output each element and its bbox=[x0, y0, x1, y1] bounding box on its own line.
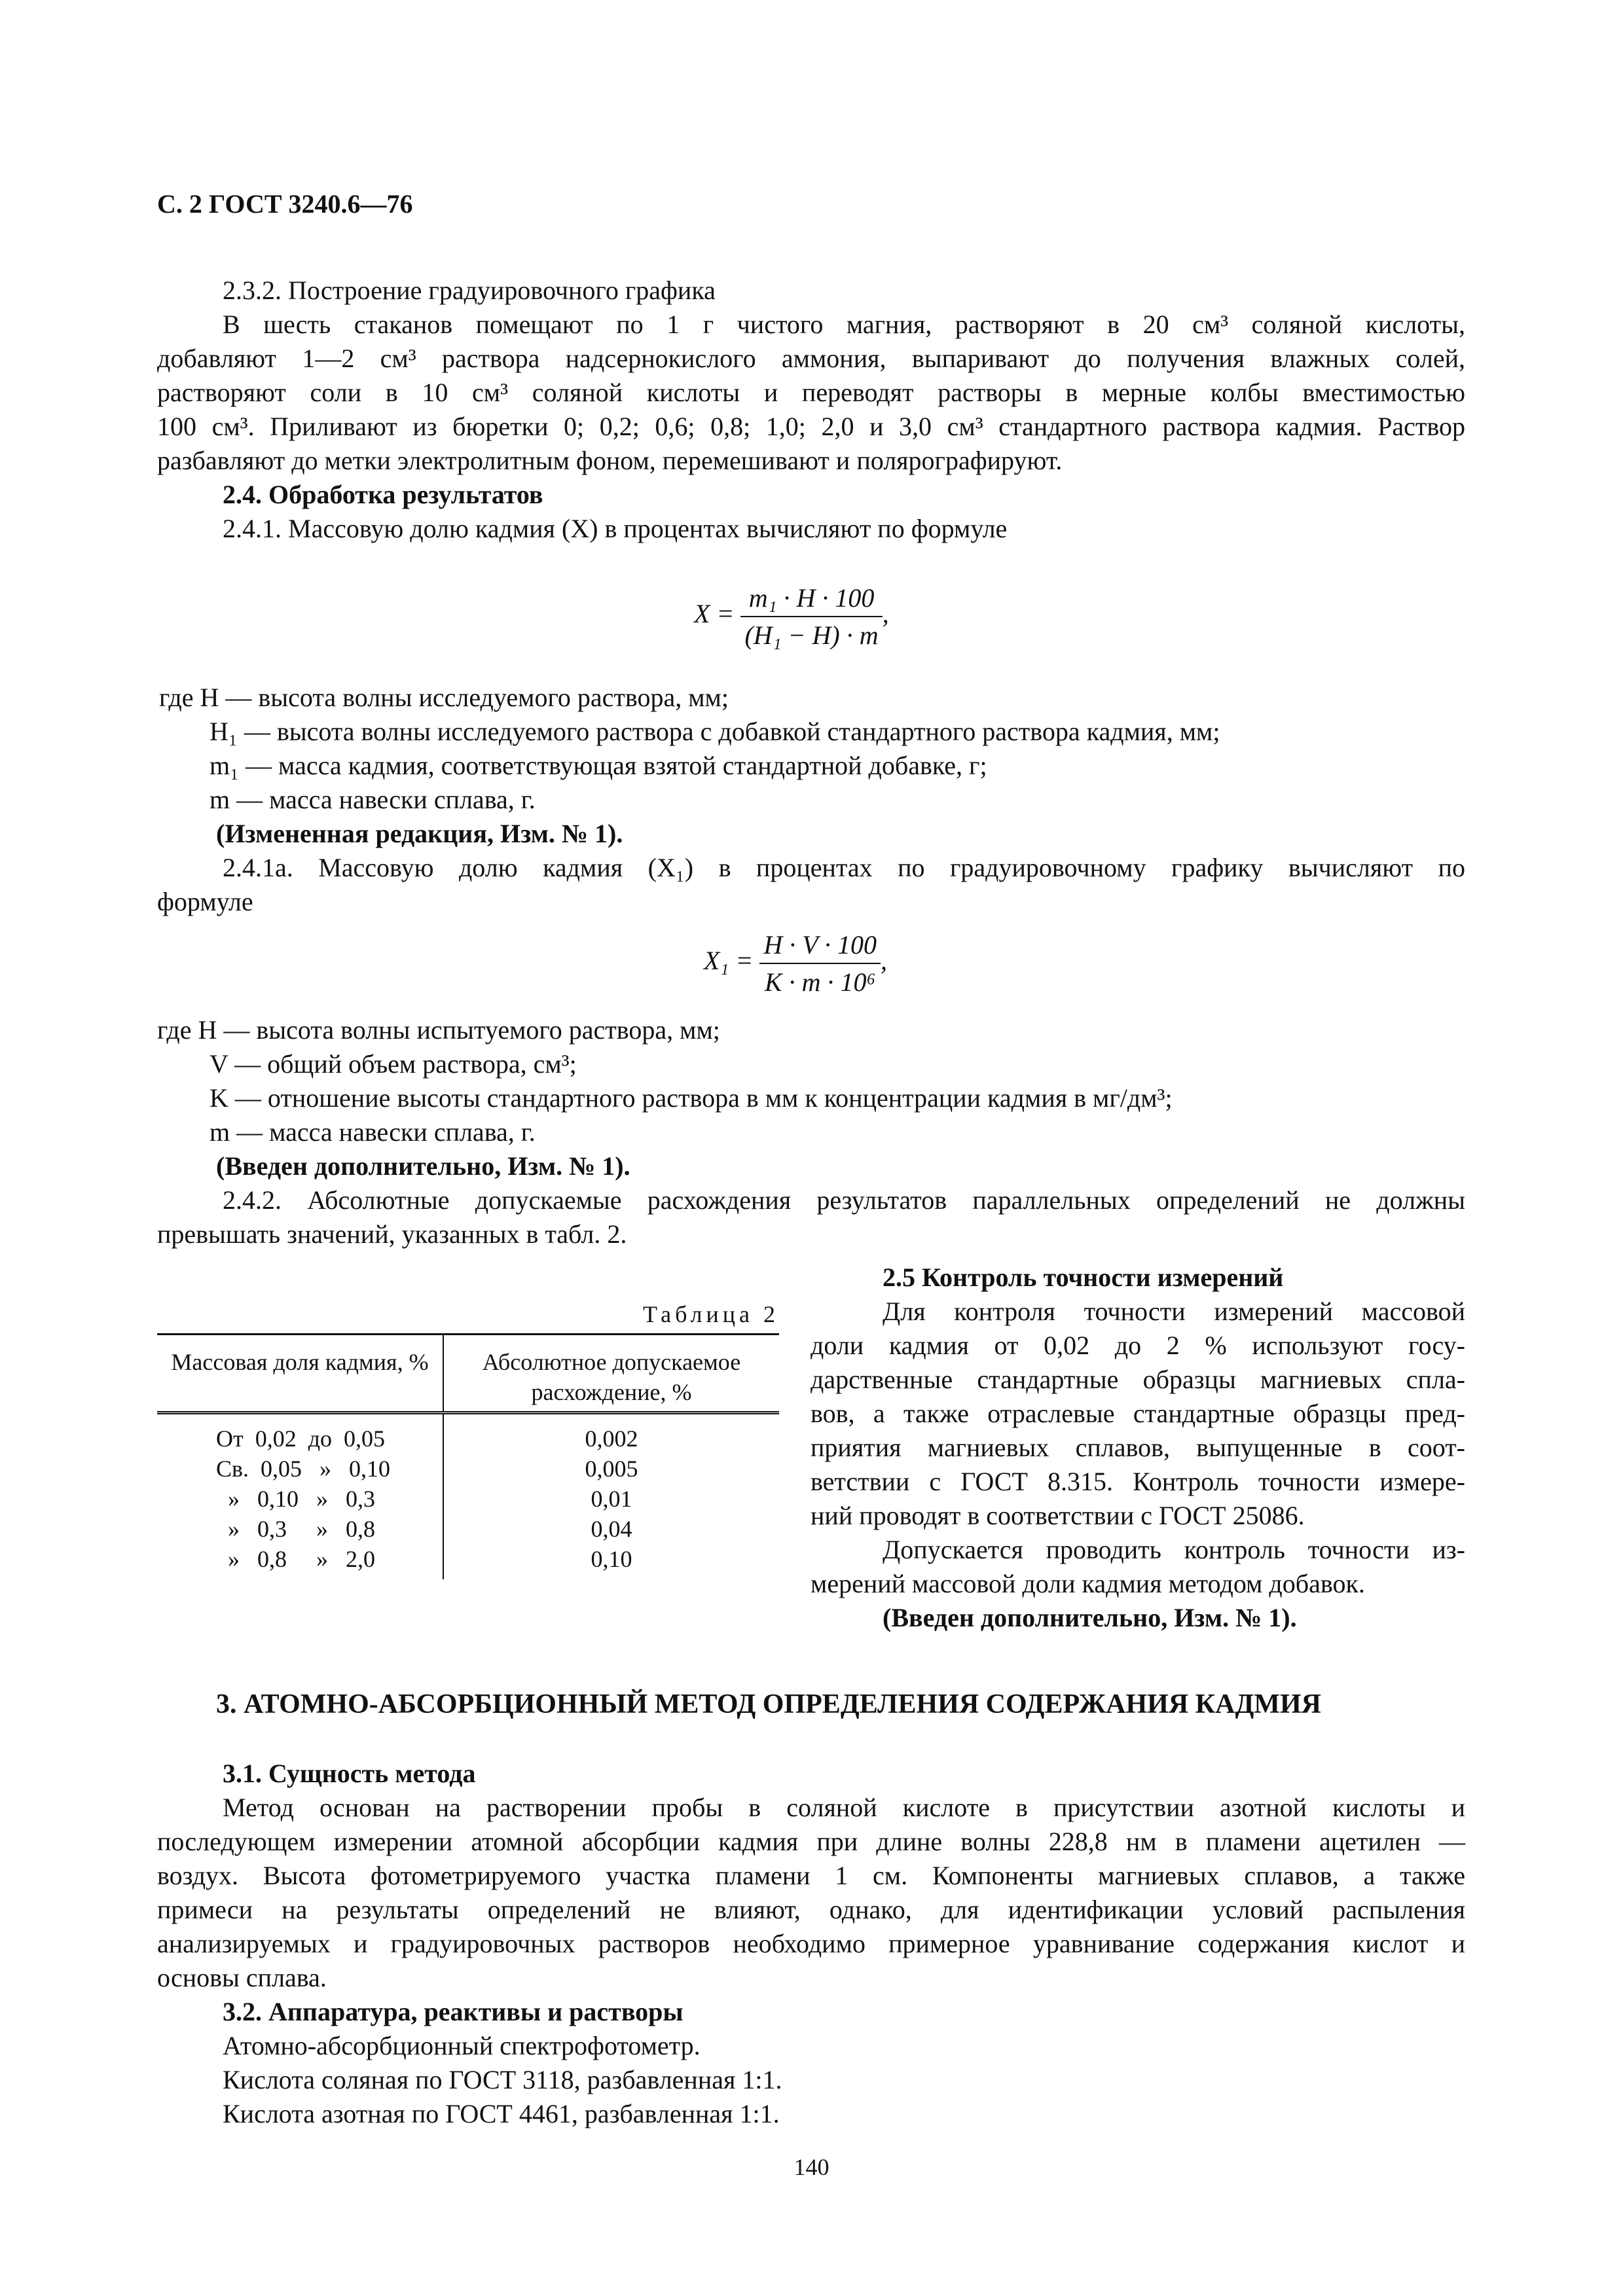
formula-x bbox=[694, 583, 889, 651]
section-32-title: 3.2. Аппаратура, реактивы и растворы bbox=[223, 1997, 684, 2026]
column-header: Массовая доля кадмия, % bbox=[157, 1335, 443, 1413]
paragraph-line: растворяют соли в 10 см³ соляной кислоты и переводят растворы в мерные колбы вместимостью bbox=[157, 378, 1465, 407]
formula-numerator: m₁ · H · 100 bbox=[740, 583, 882, 617]
formula-denominator: (H₁ − H) · m bbox=[744, 620, 879, 650]
definition-line: где H — высота волны испытуемого раствора, мм; bbox=[157, 1015, 720, 1045]
formula-tail: , bbox=[882, 599, 889, 629]
table-cell: » 0,3 » 0,8 bbox=[157, 1514, 443, 1544]
table-2 bbox=[157, 1299, 779, 1579]
definition-line: m₁ — масса кадмия, соответствующая взятой стандартной добавке, г; bbox=[210, 751, 987, 780]
table-cell: 0,04 bbox=[591, 1516, 632, 1542]
table-cell: От 0,02 до 0,05 bbox=[157, 1413, 443, 1454]
paragraph-line: анализируемых и градуировочных растворов необходимо примерное уравнивание содержания кислот и bbox=[157, 1929, 1465, 1958]
paragraph-line: ний проводят в соответствии с ГОСТ 25086. bbox=[811, 1501, 1305, 1530]
amendment-note: (Введен дополнительно, Изм. № 1). bbox=[216, 1151, 630, 1181]
paragraph-line: 100 см³. Приливают из бюретки 0; 0,2; 0,6; 0,8; 1,0; 2,0 и 3,0 см³ стандартного раствора кадмия. Раствор bbox=[157, 412, 1465, 441]
formula-tail: , bbox=[880, 946, 887, 976]
formula-denominator: K · m · 10⁶ bbox=[764, 967, 876, 997]
paragraph-line: В шесть стаканов помещают по 1 г чистого магния, растворяют в 20 см³ соляной кислоты, bbox=[223, 310, 1465, 339]
section-232-title: 2.3.2. Построение градуировочного графика bbox=[223, 276, 716, 305]
paragraph-241a-cont: формуле bbox=[157, 887, 253, 916]
table-caption: Таблица 2 bbox=[643, 1301, 779, 1327]
formula-x1 bbox=[704, 929, 887, 997]
definition-line: V — общий объем раствора, см³; bbox=[210, 1049, 577, 1079]
table-cell: » 0,10 » 0,3 bbox=[157, 1484, 443, 1514]
formula-lhs: X = bbox=[694, 599, 735, 629]
definition-line: H₁ — высота волны исследуемого раствора с добавкой стандартного раствора кадмия, мм; bbox=[210, 717, 1220, 746]
paragraph-line: мерений массовой доли кадмия методом добавок. bbox=[811, 1569, 1365, 1598]
paragraph-line: воздух. Высота фотометрируемого участка пламени 1 см. Компоненты магниевых сплавов, а также bbox=[157, 1861, 1465, 1890]
formula-lhs: X₁ = bbox=[704, 946, 754, 976]
paragraph-line: приятия магниевых сплавов, выпущенные в соот- bbox=[811, 1433, 1465, 1462]
table-cell: Св. 0,05 » 0,10 bbox=[157, 1454, 443, 1484]
table-row bbox=[157, 1413, 779, 1454]
definition-line: где H — высота волны исследуемого раствора, мм; bbox=[159, 683, 729, 712]
list-item: Кислота азотная по ГОСТ 4461, разбавленная 1:1. bbox=[223, 2099, 780, 2128]
section-31-title: 3.1. Сущность метода bbox=[223, 1759, 476, 1788]
paragraph-line: основы сплава. bbox=[157, 1963, 327, 1992]
amendment-note: (Введен дополнительно, Изм. № 1). bbox=[883, 1603, 1297, 1632]
definition-line: K — отношение высоты стандартного раствора в мм к концентрации кадмия в мг/дм³; bbox=[210, 1083, 1173, 1113]
paragraph-242-cont: превышать значений, указанных в табл. 2. bbox=[157, 1219, 627, 1249]
formula-fraction bbox=[740, 583, 882, 651]
paragraph-241a: 2.4.1а. Массовую долю кадмия (X₁) в процентах по градуировочному графику вычисляют по bbox=[223, 853, 1465, 882]
table-cell: 0,01 bbox=[591, 1486, 632, 1512]
paragraph-line: вов, а также отраслевые стандартные образцы пред- bbox=[811, 1399, 1465, 1428]
paragraph-line: Допускается проводить контроль точности из- bbox=[883, 1535, 1465, 1564]
paragraph-line: доли кадмия от 0,02 до 2 % используют госу- bbox=[811, 1331, 1465, 1360]
data-table bbox=[157, 1333, 779, 1579]
formula-numerator: H · V · 100 bbox=[759, 929, 881, 964]
paragraph-line: дарственные стандартные образцы магниевых спла- bbox=[811, 1365, 1465, 1394]
paragraph-line: добавляют 1—2 см³ раствора надсернокислого аммония, выпаривают до получения влажных солей, bbox=[157, 344, 1465, 373]
amendment-note: (Измененная редакция, Изм. № 1). bbox=[216, 819, 623, 848]
page-number: 140 bbox=[793, 2154, 830, 2180]
page-header: С. 2 ГОСТ 3240.6—76 bbox=[157, 189, 413, 219]
paragraph-242: 2.4.2. Абсолютные допускаемые расхождения результатов параллельных определений не должны bbox=[223, 1185, 1465, 1215]
paragraph-line: Для контроля точности измерений массовой bbox=[883, 1297, 1465, 1326]
column-header: Абсолютное допускаемое расхождение, % bbox=[443, 1335, 779, 1413]
list-item: Кислота соляная по ГОСТ 3118, разбавленная 1:1. bbox=[223, 2065, 782, 2094]
table-cell: 0,10 bbox=[591, 1546, 632, 1572]
table-row bbox=[157, 1454, 779, 1484]
paragraph-line: разбавляют до метки электролитным фоном, перемешивают и полярографируют. bbox=[157, 446, 1063, 475]
definition-line: m — масса навески сплава, г. bbox=[210, 785, 536, 814]
list-item: Атомно-абсорбционный спектрофотометр. bbox=[223, 2031, 701, 2060]
table-row bbox=[157, 1514, 779, 1544]
paragraph-line: примеси на результаты определений не влияют, однако, для идентификации условий распыления bbox=[157, 1895, 1465, 1924]
table-row bbox=[157, 1544, 779, 1579]
section-3-heading: 3. АТОМНО-АБСОРБЦИОННЫЙ МЕТОД ОПРЕДЕЛЕНИЯ СОДЕРЖАНИЯ КАДМИЯ bbox=[216, 1689, 1321, 1719]
paragraph-line: ветствии с ГОСТ 8.315. Контроль точности измере- bbox=[811, 1467, 1465, 1496]
table-cell: 0,002 bbox=[585, 1426, 638, 1452]
section-25-title: 2.5 Контроль точности измерений bbox=[883, 1263, 1284, 1292]
definition-line: m — масса навески сплава, г. bbox=[210, 1117, 536, 1147]
paragraph-line: Метод основан на растворении пробы в соляной кислоте в присутствии азотной кислоты и bbox=[223, 1793, 1465, 1822]
formula-fraction bbox=[759, 929, 881, 997]
table-cell: » 0,8 » 2,0 bbox=[157, 1544, 443, 1579]
paragraph-line: последующем измерении атомной абсорбции кадмия при длине волны 228,8 нм в пламени ацетилен — bbox=[157, 1827, 1465, 1856]
table-row bbox=[157, 1484, 779, 1514]
paragraph-241: 2.4.1. Массовую долю кадмия (X) в процентах вычисляют по формуле bbox=[223, 514, 1008, 543]
table-cell: 0,005 bbox=[585, 1456, 638, 1482]
section-24-title: 2.4. Обработка результатов bbox=[223, 480, 543, 509]
